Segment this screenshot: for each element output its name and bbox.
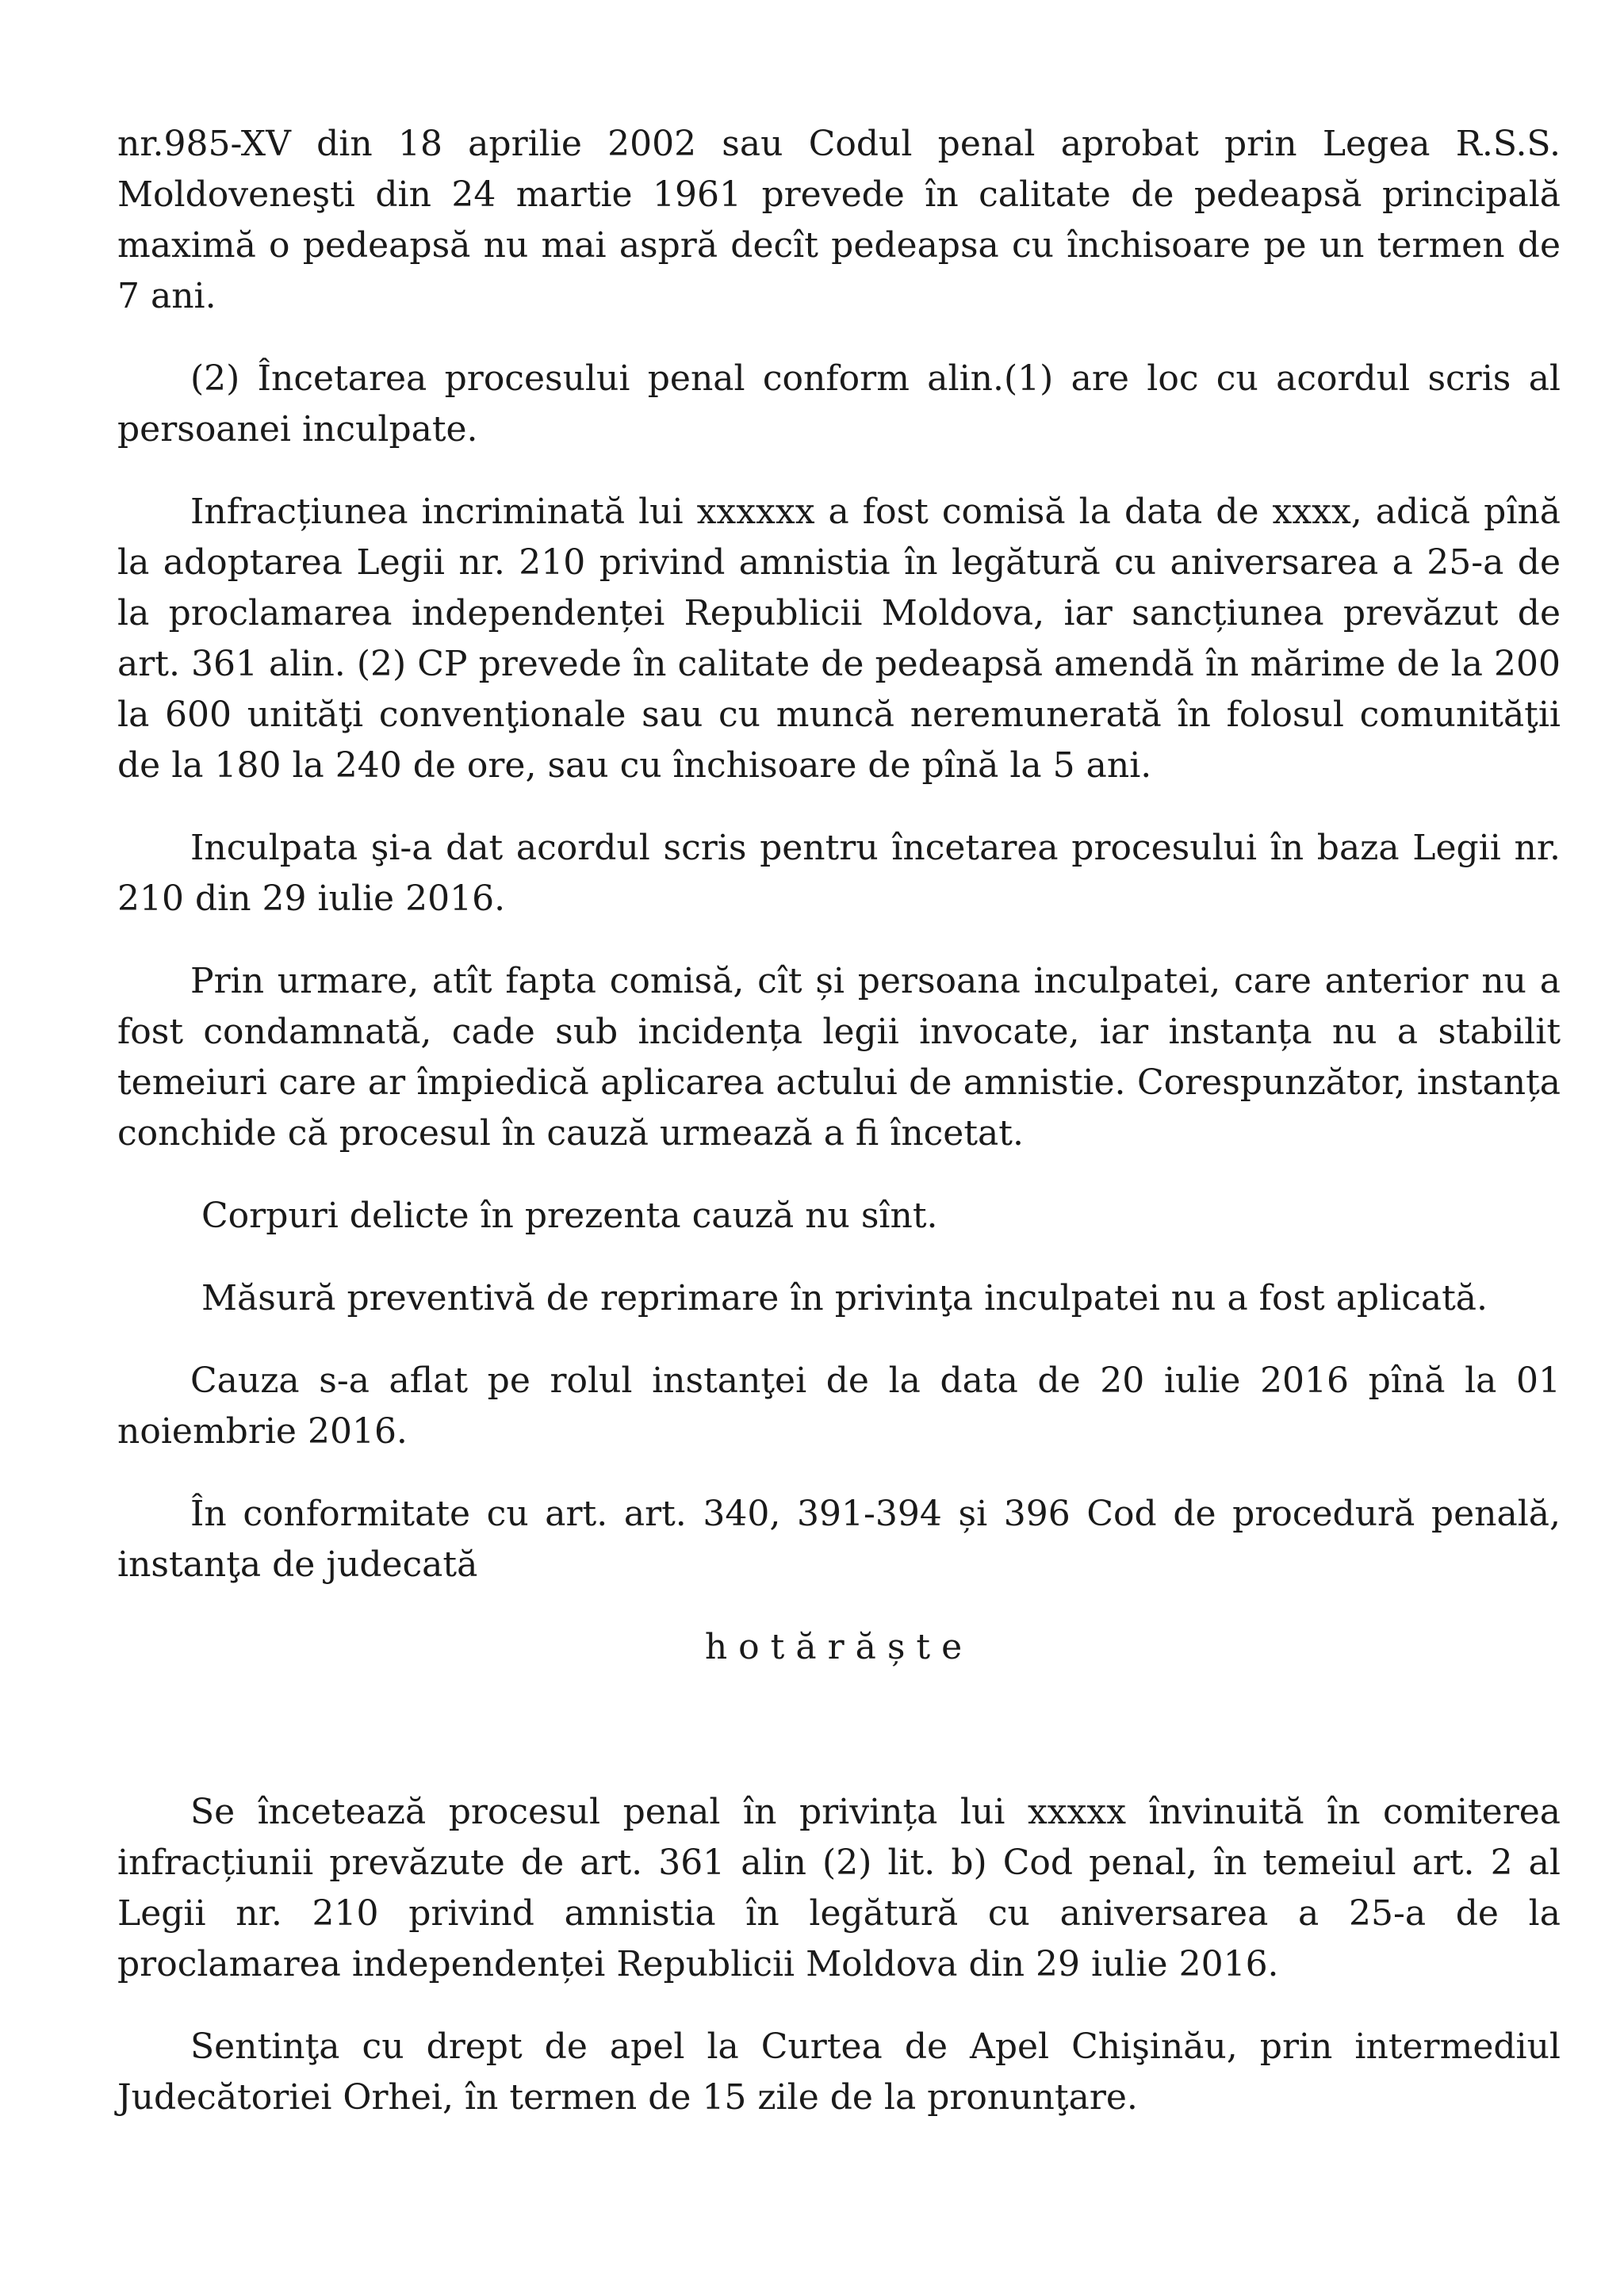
paragraph-conclusion: Prin urmare, atît fapta comisă, cît și persoana inculpatei, care anterior nu a fost condamnată, cade sub incidența legii invocate, iar instanța nu a stabilit temeiuri care ar împiedică aplicarea actului de amnistie. Corespunzător, instanța conchide că procesul în cauză urmează a fi încetat. [117, 961, 1561, 1154]
paragraph-written-consent: (2) Încetarea procesului penal conform alin.(1) are loc cu acordul scris al persoanei inculpate. [117, 358, 1561, 450]
paragraph-case-duration: Cauza s-a aflat pe rolul instanţei de la data de 20 iulie 2016 pînă la 01 noiembrie 2016. [117, 1360, 1561, 1452]
decision-heading: hotărăște [704, 1627, 974, 1667]
paragraph-offence-details: Infracțiunea incriminată lui xxxxxx a fost comisă la data de xxxx, adică pînă la adoptarea Legii nr. 210 privind amnistia în legătură cu aniversarea a 25-a de la proclamarea independenței Republicii Moldova, iar sancțiunea prevăzut de art. 361 alin. (2) CP prevede în calitate de pedeapsă amendă în mărime de la 200 la 600 unităţi convenţionale sau cu muncă neremunerată în folosul comunităţii de la 180 la 240 de ore, sau cu închisoare de pînă la 5 ani. [117, 492, 1561, 786]
paragraph-defendant-consent: Inculpata şi-a dat acordul scris pentru încetarea procesului în baza Legii nr. 210 din 29 iulie 2016. [117, 828, 1561, 919]
paragraph-law-reference: nr.985-XV din 18 aprilie 2002 sau Codul penal aprobat prin Legea R.S.S. Moldoveneşti din 24 martie 1961 prevede în calitate de pedeapsă principală maximă o pedeapsă nu mai aspră decît pedeapsa cu închisoare pe un termen de 7 ani. [117, 124, 1561, 316]
paragraph-ruling: Se încetează procesul penal în privința lui xxxxx învinuită în comiterea infracțiunii prevăzute de art. 361 alin (2) lit. b) Cod penal, în temeiul art. 2 al Legii nr. 210 privind amnistia în legătură cu aniversarea a 25-a de la proclamarea independenței Republicii Moldova din 29 iulie 2016. [117, 1792, 1561, 1984]
section-spacer [117, 1673, 1561, 1787]
paragraph-appeal-right: Sentinţa cu drept de apel la Curtea de Apel Chişinău, prin intermediul Judecătoriei Orhei, în termen de 15 zile de la pronunţare. [117, 2026, 1561, 2118]
paragraph-preventive-measure: Măsură preventivă de reprimare în privinţa inculpatei nu a fost aplicată. [201, 1278, 1488, 1318]
document-page [117, 119, 1561, 2155]
paragraph-legal-basis: În conformitate cu art. art. 340, 391-394 și 396 Cod de procedură penală, instanţa de judecată [117, 1494, 1561, 1585]
paragraph-physical-evidence: Corpuri delicte în prezenta cauză nu sînt. [201, 1196, 938, 1236]
